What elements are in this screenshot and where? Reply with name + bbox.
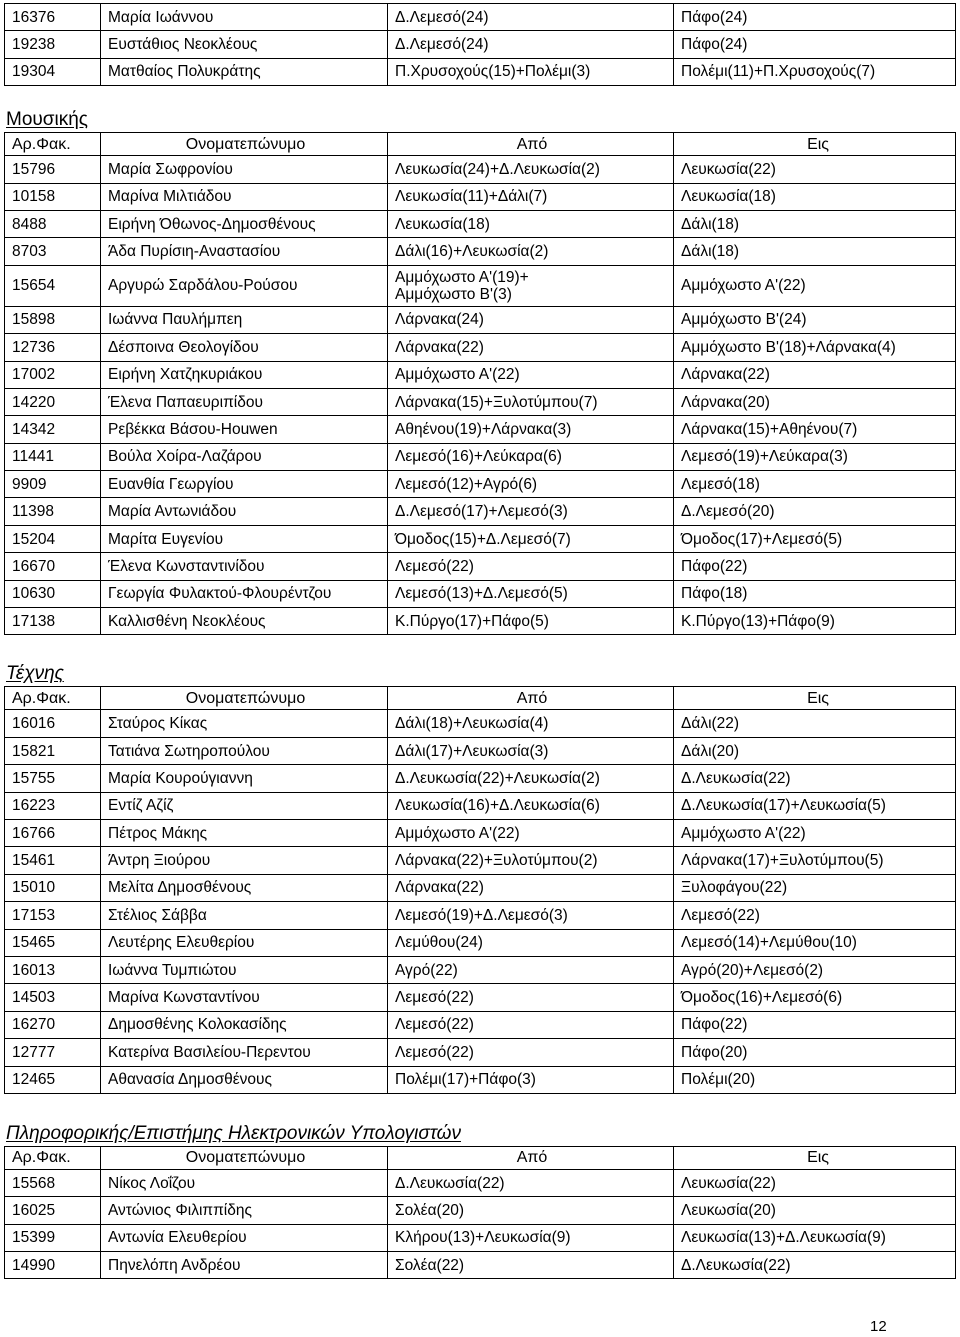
header-file-no: Αρ.Φακ. [5,1146,101,1169]
full-name: Αργυρώ Σαρδάλου-Ρούσου [101,265,388,306]
full-name: Πέτρος Μάκης [101,819,388,846]
header-to: Εις [674,687,956,710]
from-location: Λάρνακα(22) [388,334,674,361]
from-location: Κλήρου(13)+Λευκωσία(9) [388,1224,674,1251]
header-to: Εις [674,133,956,156]
top-table-body [5,4,956,86]
table-row [5,210,956,237]
full-name: Σταύρος Κίκας [101,710,388,737]
full-name: Μαρία Σωφρονίου [101,156,388,183]
informatics-table [4,1146,956,1280]
to-location: Λευκωσία(18) [674,183,956,210]
header-from: Από [388,687,674,710]
table-row [5,929,956,956]
table-row [5,443,956,470]
full-name: Έλενα Κωνσταντινίδου [101,553,388,580]
to-location: Λεμεσό(18) [674,471,956,498]
spacer [4,635,955,662]
table-row [5,416,956,443]
to-location: Όμοδος(17)+Λεμεσό(5) [674,525,956,552]
table-row [5,792,956,819]
full-name: Αντώνιος Φιλιππίδης [101,1197,388,1224]
from-location: Δ.Λεμεσό(24) [388,31,674,58]
table-row [5,156,956,183]
to-location: Πάφο(20) [674,1039,956,1066]
header-file-no: Αρ.Φακ. [5,687,101,710]
to-location: Αγρό(20)+Λεμεσό(2) [674,956,956,983]
file-number: 11398 [5,498,101,525]
music-table-body [5,133,956,635]
file-number: 15461 [5,847,101,874]
full-name: Πηνελόπη Ανδρέου [101,1252,388,1279]
spacer [4,86,955,108]
full-name: Ρεβέκκα Βάσου-Houwen [101,416,388,443]
to-location: Λάρνακα(20) [674,388,956,415]
full-name: Ειρήνη Χατζηκυριάκου [101,361,388,388]
table-row [5,902,956,929]
from-location: Σολέα(22) [388,1252,674,1279]
header-name: Ονοματεπώνυμο [101,687,388,710]
to-location: Πάφο(24) [674,31,956,58]
file-number: 16376 [5,4,101,31]
full-name: Μελίτα Δημοσθένους [101,874,388,901]
section-title-art: Τέχνης [6,663,64,685]
header-name: Ονοματεπώνυμο [101,1146,388,1169]
table-row [5,1169,956,1196]
full-name: Ευστάθιος Νεοκλέους [101,31,388,58]
table-row [5,553,956,580]
file-number: 12465 [5,1066,101,1093]
table-row [5,31,956,58]
header-row [5,1146,956,1169]
file-number: 15654 [5,265,101,306]
table-row [5,471,956,498]
to-location: Δ.Λευκωσία(17)+Λευκωσία(5) [674,792,956,819]
file-number: 15399 [5,1224,101,1251]
from-location: Κ.Πύργο(17)+Πάφο(5) [388,608,674,635]
file-number: 16670 [5,553,101,580]
table-row [5,847,956,874]
from-location: Λάρνακα(24) [388,306,674,333]
from-location: Δάλι(16)+Λευκωσία(2) [388,238,674,265]
from-location: Λεμεσό(22) [388,984,674,1011]
from-location [388,265,674,306]
from-location: Λεμεσό(19)+Δ.Λεμεσό(3) [388,902,674,929]
file-number: 15898 [5,306,101,333]
to-location: Κ.Πύργο(13)+Πάφο(9) [674,608,956,635]
full-name: Ματθαίος Πολυκράτης [101,58,388,85]
section-title-music: Μουσικής [6,109,88,131]
table-row [5,4,956,31]
informatics-table-body [5,1146,956,1279]
full-name: Γεωργία Φυλακτού-Φλουρέντζου [101,580,388,607]
table-row [5,1011,956,1038]
to-location: Λάρνακα(22) [674,361,956,388]
file-number: 19304 [5,58,101,85]
from-location: Λάρνακα(22) [388,874,674,901]
file-number: 15204 [5,525,101,552]
table-row [5,265,956,306]
to-location: Πάφο(22) [674,1011,956,1038]
to-location: Όμοδος(16)+Λεμεσό(6) [674,984,956,1011]
file-number: 15796 [5,156,101,183]
full-name: Στέλιος Σάββα [101,902,388,929]
full-name: Αντωνία Ελευθερίου [101,1224,388,1251]
spacer [4,1094,955,1122]
from-location: Λεμύθου(24) [388,929,674,956]
from-location: Λεμεσό(22) [388,1039,674,1066]
to-location: Λεμεσό(19)+Λεύκαρα(3) [674,443,956,470]
file-number: 16016 [5,710,101,737]
file-number: 16025 [5,1197,101,1224]
table-row [5,608,956,635]
to-location: Πάφο(18) [674,580,956,607]
from-location: Πολέμι(17)+Πάφο(3) [388,1066,674,1093]
full-name: Μαρία Αντωνιάδου [101,498,388,525]
to-location: Δ.Λευκωσία(22) [674,765,956,792]
from-location: Δ.Λεμεσό(24) [388,4,674,31]
file-number: 17002 [5,361,101,388]
top-table [4,3,956,86]
file-number: 16013 [5,956,101,983]
file-number: 11441 [5,443,101,470]
table-row [5,765,956,792]
document-page [4,3,955,1279]
page-number: 12 [870,1318,887,1335]
to-location: Λάρνακα(17)+Ξυλοτύμπου(5) [674,847,956,874]
to-location: Λευκωσία(22) [674,156,956,183]
file-number: 16223 [5,792,101,819]
table-row [5,388,956,415]
table-row [5,498,956,525]
full-name: Λευτέρης Ελευθερίου [101,929,388,956]
music-table [4,132,956,635]
to-location: Δάλι(22) [674,710,956,737]
header-file-no: Αρ.Φακ. [5,133,101,156]
header-from: Από [388,1146,674,1169]
full-name: Μαρίτα Ευγενίου [101,525,388,552]
to-location: Δάλι(18) [674,210,956,237]
full-name: Εντίζ Αζίζ [101,792,388,819]
table-row [5,361,956,388]
file-number: 15568 [5,1169,101,1196]
file-number: 10158 [5,183,101,210]
table-row [5,874,956,901]
to-location: Λευκωσία(13)+Δ.Λευκωσία(9) [674,1224,956,1251]
full-name: Κατερίνα Βασιλείου-Περεντου [101,1039,388,1066]
to-location: Αμμόχωστο Β'(24) [674,306,956,333]
file-number: 15010 [5,874,101,901]
to-location: Λεμεσό(22) [674,902,956,929]
table-row [5,1197,956,1224]
full-name: Ευανθία Γεωργίου [101,471,388,498]
from-location: Αθηένου(19)+Λάρνακα(3) [388,416,674,443]
file-number: 8488 [5,210,101,237]
table-row [5,183,956,210]
to-location: Πολέμι(11)+Π.Χρυσοχούς(7) [674,58,956,85]
to-location: Αμμόχωστο Α'(22) [674,265,956,306]
file-number: 10630 [5,580,101,607]
from-location: Αγρό(22) [388,956,674,983]
header-to: Εις [674,1146,956,1169]
full-name: Ιωάννα Παυλήμπεη [101,306,388,333]
full-name: Μαρίνα Κωνσταντίνου [101,984,388,1011]
full-name: Μαρίνα Μιλτιάδου [101,183,388,210]
table-row [5,1066,956,1093]
table-row [5,580,956,607]
to-location: Λευκωσία(22) [674,1169,956,1196]
to-location: Λευκωσία(20) [674,1197,956,1224]
from-location: Λεμεσό(12)+Αγρό(6) [388,471,674,498]
from-location: Π.Χρυσοχούς(15)+Πολέμι(3) [388,58,674,85]
file-number: 8703 [5,238,101,265]
table-row [5,710,956,737]
full-name: Ειρήνη Όθωνος-Δημοσθένους [101,210,388,237]
full-name: Μαρία Ιωάννου [101,4,388,31]
from-location: Λάρνακα(15)+Ξυλοτύμπου(7) [388,388,674,415]
section-title-informatics: Πληροφορικής/Επιστήμης Ηλεκτρονικών Υπολογιστών [6,1122,461,1144]
file-number: 19238 [5,31,101,58]
file-number: 15755 [5,765,101,792]
header-name: Ονοματεπώνυμο [101,133,388,156]
art-table-body [5,687,956,1093]
full-name: Βούλα Χοίρα-Λαζάρου [101,443,388,470]
full-name: Αθανασία Δημοσθένους [101,1066,388,1093]
full-name: Άντρη Ξιούρου [101,847,388,874]
file-number: 17138 [5,608,101,635]
table-row [5,334,956,361]
file-number: 9909 [5,471,101,498]
file-number: 16270 [5,1011,101,1038]
from-location: Λεμεσό(13)+Δ.Λεμεσό(5) [388,580,674,607]
from-location: Λεμεσό(22) [388,553,674,580]
from-location: Αμμόχωστο Α'(22) [388,819,674,846]
header-row [5,687,956,710]
table-row [5,984,956,1011]
full-name: Νίκος Λοΐζου [101,1169,388,1196]
table-row [5,819,956,846]
from-location: Αμμόχωστο Α'(22) [388,361,674,388]
file-number: 15465 [5,929,101,956]
table-row [5,58,956,85]
to-location: Πάφο(22) [674,553,956,580]
to-location: Ξυλοφάγου(22) [674,874,956,901]
table-row [5,306,956,333]
from-location: Λευκωσία(16)+Δ.Λευκωσία(6) [388,792,674,819]
to-location: Δάλι(18) [674,238,956,265]
header-row [5,133,956,156]
full-name: Καλλισθένη Νεοκλέους [101,608,388,635]
from-location: Λεμεσό(16)+Λεύκαρα(6) [388,443,674,470]
table-row [5,525,956,552]
file-number: 14220 [5,388,101,415]
file-number: 14990 [5,1252,101,1279]
art-table [4,686,956,1093]
from-location: Δάλι(18)+Λευκωσία(4) [388,710,674,737]
full-name: Τατιάνα Σωτηροπούλου [101,737,388,764]
from-location: Λάρνακα(22)+Ξυλοτύμπου(2) [388,847,674,874]
from-location: Λευκωσία(18) [388,210,674,237]
from-location: Λευκωσία(11)+Δάλι(7) [388,183,674,210]
to-location: Λεμεσό(14)+Λεμύθου(10) [674,929,956,956]
to-location: Δάλι(20) [674,737,956,764]
from-location: Όμοδος(15)+Δ.Λεμεσό(7) [388,525,674,552]
table-row [5,238,956,265]
from-location: Δ.Λευκωσία(22) [388,1169,674,1196]
table-row [5,737,956,764]
file-number: 12777 [5,1039,101,1066]
full-name: Δημοσθένης Κολοκασίδης [101,1011,388,1038]
file-number: 17153 [5,902,101,929]
from-location: Δάλι(17)+Λευκωσία(3) [388,737,674,764]
to-location: Δ.Λευκωσία(22) [674,1252,956,1279]
file-number: 15821 [5,737,101,764]
to-location: Πάφο(24) [674,4,956,31]
table-row [5,1252,956,1279]
full-name: Μαρία Κουρούγιαννη [101,765,388,792]
file-number: 12736 [5,334,101,361]
to-location: Δ.Λεμεσό(20) [674,498,956,525]
from-location: Σολέα(20) [388,1197,674,1224]
from-location-line1: Αμμόχωστο Α'(19)+ [395,268,529,286]
header-from: Από [388,133,674,156]
file-number: 16766 [5,819,101,846]
from-location-line2: Αμμόχωστο Β'(3) [395,285,512,303]
full-name: Έλενα Παπαευριπίδου [101,388,388,415]
table-row [5,1224,956,1251]
full-name: Δέσποινα Θεολογίδου [101,334,388,361]
full-name: Άδα Πυρίσιη-Αναστασίου [101,238,388,265]
table-row [5,956,956,983]
from-location: Λεμεσό(22) [388,1011,674,1038]
from-location: Δ.Λευκωσία(22)+Λευκωσία(2) [388,765,674,792]
from-location: Δ.Λεμεσό(17)+Λεμεσό(3) [388,498,674,525]
to-location: Λάρνακα(15)+Αθηένου(7) [674,416,956,443]
to-location: Αμμόχωστο Α'(22) [674,819,956,846]
file-number: 14503 [5,984,101,1011]
file-number: 14342 [5,416,101,443]
to-location: Πολέμι(20) [674,1066,956,1093]
table-row [5,1039,956,1066]
full-name: Ιωάννα Τυμπιώτου [101,956,388,983]
from-location: Λευκωσία(24)+Δ.Λευκωσία(2) [388,156,674,183]
to-location: Αμμόχωστο Β'(18)+Λάρνακα(4) [674,334,956,361]
